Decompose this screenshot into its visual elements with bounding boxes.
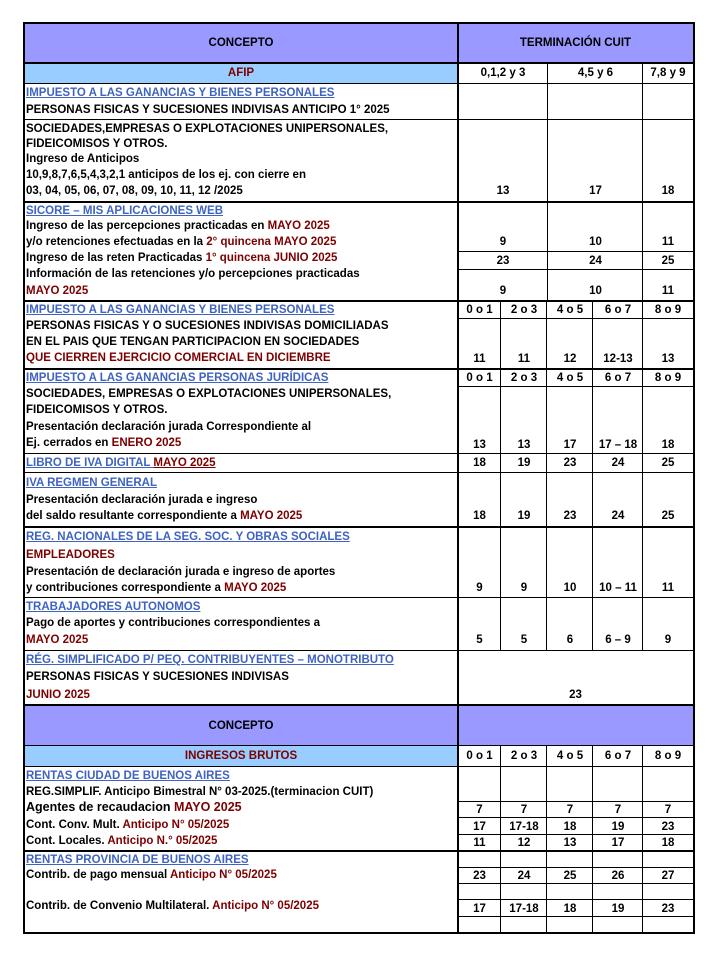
- grid-line: [547, 63, 548, 301]
- date-cell: 18: [563, 821, 577, 833]
- date-cell: 24: [611, 510, 625, 522]
- section-title-link[interactable]: REG. NACIONALES DE LA SEG. SOC. Y OBRAS SOCIALES: [26, 531, 350, 543]
- date-cell: 18: [661, 185, 675, 197]
- date-cell: 7: [520, 804, 528, 816]
- grid-line: [24, 453, 694, 454]
- date-cell: 23: [496, 255, 510, 267]
- section-title-link[interactable]: SICORE – MIS APLICACIONES WEB: [26, 205, 224, 217]
- text-line: Cont. Locales. Anticipo N.° 05/2025: [26, 835, 218, 847]
- text-line: 10,9,8,7,6,5,4,3,2,1 anticipos de los ej. con cierre en: [26, 169, 306, 181]
- date-cell: 17-18: [509, 903, 539, 915]
- date-cell: 24: [517, 870, 531, 882]
- date-cell: 12-13: [603, 353, 633, 365]
- grid-line: [24, 201, 694, 203]
- column-header: 0 o 1: [466, 304, 493, 316]
- grid-line: [24, 300, 694, 302]
- date-cell: 23: [563, 457, 577, 469]
- grid-line: [546, 746, 547, 933]
- date-cell: 19: [517, 457, 531, 469]
- column-header: 4 o 5: [556, 750, 584, 762]
- grid-line: [592, 301, 593, 650]
- text-line: MAYO 2025: [26, 634, 89, 646]
- date-cell: 6: [566, 634, 574, 646]
- text-line: MAYO 2025: [26, 285, 89, 297]
- date-cell: 19: [517, 510, 531, 522]
- date-cell: 17: [611, 837, 625, 849]
- grid-line: [592, 746, 593, 933]
- date-cell: 11: [661, 285, 675, 297]
- date-cell: 23: [473, 870, 486, 882]
- date-cell: 9: [499, 236, 507, 248]
- text-line: QUE CIERREN EJERCICIO COMERCIAL EN DICIEMBRE: [26, 352, 331, 364]
- text-line: SOCIEDADES,EMPRESAS O EXPLOTACIONES UNIPERSONALES,: [26, 123, 389, 135]
- header-concepto: CONCEPTO: [208, 37, 274, 49]
- date-cell: 17: [563, 439, 577, 451]
- section-title[interactable]: LIBRO DE IVA DIGITAL MAYO 2025: [26, 457, 216, 469]
- text-line: 03, 04, 05, 06, 07, 08, 09, 10, 11, 12 /2025: [26, 185, 243, 197]
- grid-line: [458, 817, 694, 818]
- grid-line: [458, 867, 694, 868]
- date-cell: 5: [476, 634, 483, 646]
- column-header: 6 o 7: [604, 750, 632, 762]
- date-cell: 12: [563, 353, 577, 365]
- grid-line: [546, 301, 547, 650]
- date-cell: 18: [661, 439, 675, 451]
- date-cell: 11: [661, 236, 675, 248]
- grid-line: [23, 22, 25, 934]
- section-title-link[interactable]: RÉG. SIMPLIFICADO P/ PEQ. CONTRIBUYENTES – MONOTRIBUTO: [26, 654, 394, 666]
- grid-line: [458, 251, 694, 252]
- text-line: FIDEICOMISOS Y OTROS.: [26, 138, 168, 150]
- date-cell: 9: [664, 634, 672, 646]
- grid-line: [24, 597, 694, 598]
- grid-line: [457, 23, 459, 933]
- text-line: Presentación declaración jurada e ingreso: [26, 494, 258, 506]
- date-cell: 7: [664, 804, 672, 816]
- text-line: del saldo resultante correspondiente a MAYO 2025: [26, 510, 303, 522]
- section-title-link[interactable]: IVA REGMEN GENERAL: [26, 477, 157, 489]
- text-line: PERSONAS FISICAS Y SUCESIONES INDIVISAS ANTICIPO 1° 2025: [26, 104, 390, 116]
- date-cell: 25: [563, 870, 577, 882]
- date-cell: 10: [589, 236, 602, 248]
- column-header: 2 o 3: [510, 750, 538, 762]
- grid-line: [642, 301, 643, 650]
- text-line: Contrib. de Convenio Multilateral. Anticipo N° 05/2025: [26, 900, 319, 912]
- text-line: Presentación declaración jurada Correspondiente al: [26, 421, 312, 433]
- afip-col: 4,5 y 6: [577, 67, 614, 79]
- text-line: Ingreso de Anticipos: [26, 153, 140, 165]
- date-cell: 13: [563, 837, 577, 849]
- grid-line: [24, 650, 694, 651]
- date-cell: 27: [661, 870, 675, 882]
- text-line: PERSONAS FISICAS Y O SUCESIONES INDIVISAS DOMICILIADAS: [26, 320, 389, 332]
- date-cell: 25: [661, 255, 675, 267]
- grid-line: [24, 526, 694, 528]
- text-line: Contrib. de pago mensual Anticipo N° 05/2025: [26, 869, 277, 881]
- date-cell: 17: [473, 821, 486, 833]
- date-cell: 23: [569, 689, 582, 701]
- column-header: 8 o 9: [654, 372, 682, 384]
- afip-col: 0,1,2 y 3: [480, 67, 526, 79]
- date-cell: 26: [611, 870, 625, 882]
- grid-line: [24, 83, 694, 84]
- date-cell: 18: [661, 837, 675, 849]
- column-header: 2 o 3: [510, 304, 538, 316]
- text-line: Presentación de declaración jurada e ingreso de aportes: [26, 566, 336, 578]
- text-line: REG.SIMPLIF. Anticipo Bimestral N° 03-2025.(terminacion CUIT): [26, 786, 374, 798]
- grid-line: [24, 472, 694, 473]
- section-title-link[interactable]: RENTAS PROVINCIA DE BUENOS AIRES: [26, 854, 249, 866]
- afip-col: 7,8 y 9: [650, 67, 686, 79]
- date-cell: 17 – 18: [598, 439, 638, 451]
- date-cell: 13: [473, 439, 486, 451]
- section-title-link[interactable]: IMPUESTO A LAS GANANCIAS Y BIENES PERSONALES: [26, 304, 335, 316]
- date-cell: 7: [566, 804, 574, 816]
- header-concepto-2: CONCEPTO: [208, 720, 274, 732]
- grid-line: [458, 883, 694, 884]
- date-cell: 7: [614, 804, 622, 816]
- text-line: FIDEICOMISOS Y OTROS.: [26, 404, 168, 416]
- text-line: y contribuciones correspondiente a MAYO 2025: [26, 582, 287, 594]
- date-cell: 17-18: [509, 821, 539, 833]
- date-cell: 23: [661, 821, 675, 833]
- column-header: 8 o 9: [654, 304, 682, 316]
- text-line: Información de las retenciones y/o percepciones practicadas: [26, 268, 360, 280]
- grid-line: [458, 801, 694, 802]
- text-line: EMPLEADORES: [26, 549, 115, 561]
- date-cell: 9: [520, 582, 528, 594]
- text-line: Agentes de recaudacion MAYO 2025: [26, 800, 242, 814]
- grid-line: [24, 119, 694, 120]
- date-cell: 10: [563, 582, 577, 594]
- grid-line: [24, 745, 694, 746]
- text-line: Cont. Conv. Mult. Anticipo N° 05/2025: [26, 819, 230, 831]
- date-cell: 11: [473, 353, 486, 365]
- column-header: 6 o 7: [604, 372, 632, 384]
- grid-line: [24, 704, 694, 706]
- text-line: JUNIO 2025: [26, 689, 90, 701]
- grid-line: [693, 22, 695, 934]
- date-cell: 24: [611, 457, 625, 469]
- grid-line: [458, 916, 694, 917]
- date-cell: 17: [473, 903, 486, 915]
- column-header: 8 o 9: [654, 750, 682, 762]
- date-cell: 11: [517, 353, 531, 365]
- column-header: 0 o 1: [466, 750, 493, 762]
- date-cell: 18: [473, 510, 486, 522]
- date-cell: 25: [661, 457, 675, 469]
- date-cell: 19: [611, 903, 625, 915]
- text-line: EN EL PAIS QUE TENGAN PARTICIPACION EN SOCIEDADES: [26, 336, 360, 348]
- grid-line: [23, 932, 695, 934]
- text-line: SOCIEDADES, EMPRESAS O EXPLOTACIONES UNIPERSONALES,: [26, 388, 392, 400]
- text-line: PERSONAS FISICAS Y SUCESIONES INDIVISAS: [26, 671, 289, 683]
- grid-line: [458, 899, 694, 900]
- afip-label: AFIP: [227, 67, 255, 79]
- date-cell: 23: [661, 903, 675, 915]
- date-cell: 10 – 11: [599, 582, 637, 594]
- column-header: 2 o 3: [510, 372, 538, 384]
- section-title-link[interactable]: IMPUESTO A LAS GANANCIAS Y BIENES PERSONALES: [26, 87, 335, 99]
- date-cell: 9: [476, 582, 483, 594]
- column-header: 0 o 1: [466, 372, 493, 384]
- date-cell: 23: [563, 510, 577, 522]
- date-cell: 13: [517, 439, 531, 451]
- date-cell: 13: [496, 185, 510, 197]
- date-cell: 12: [517, 837, 531, 849]
- grid-line: [23, 22, 695, 24]
- date-cell: 6 – 9: [605, 634, 631, 646]
- grid-line: [642, 746, 643, 933]
- date-cell: 24: [589, 255, 602, 267]
- grid-line: [458, 386, 694, 387]
- date-cell: 18: [563, 903, 577, 915]
- section-title-link[interactable]: RENTAS CIUDAD DE BUENOS AIRES: [26, 770, 230, 782]
- header-terminacion: TERMINACIÓN CUIT: [519, 37, 632, 49]
- date-cell: 13: [661, 353, 675, 365]
- grid-line: [24, 368, 694, 370]
- grid-line: [458, 318, 694, 319]
- date-cell: 10: [589, 285, 602, 297]
- section-title-link[interactable]: IMPUESTO A LAS GANANCIAS PERSONAS JURÍDICAS: [26, 372, 329, 384]
- ingresos-brutos-label: INGRESOS BRUTOS: [184, 750, 298, 762]
- grid-line: [500, 301, 501, 650]
- date-cell: 9: [499, 285, 507, 297]
- grid-line: [24, 850, 694, 852]
- column-header: 4 o 5: [556, 304, 584, 316]
- date-cell: 17: [589, 185, 602, 197]
- text-line: Ej. cerrados en ENERO 2025: [26, 437, 182, 449]
- date-cell: 7: [476, 804, 483, 816]
- column-header: 4 o 5: [556, 372, 584, 384]
- grid-line: [458, 269, 694, 270]
- text-line: Ingreso de las reten Practicadas 1° quincena JUNIO 2025: [26, 252, 338, 264]
- grid-line: [24, 62, 694, 64]
- grid-line: [24, 766, 694, 767]
- date-cell: 19: [611, 821, 625, 833]
- grid-line: [500, 746, 501, 933]
- date-cell: 25: [661, 510, 675, 522]
- section-title-link[interactable]: TRABAJADORES AUTONOMOS: [26, 601, 201, 613]
- date-cell: 18: [473, 457, 486, 469]
- date-cell: 11: [661, 582, 675, 594]
- column-header: 6 o 7: [604, 304, 632, 316]
- grid-line: [642, 63, 643, 301]
- date-cell: 11: [473, 837, 486, 849]
- date-cell: 5: [520, 634, 528, 646]
- text-line: Pago de aportes y contribuciones correspondientes a: [26, 617, 320, 629]
- text-line: Ingreso de las percepciones practicadas en MAYO 2025: [26, 220, 330, 232]
- grid-line: [458, 834, 694, 835]
- text-line: y/o retenciones efectuadas en la 2° quincena MAYO 2025: [26, 236, 337, 248]
